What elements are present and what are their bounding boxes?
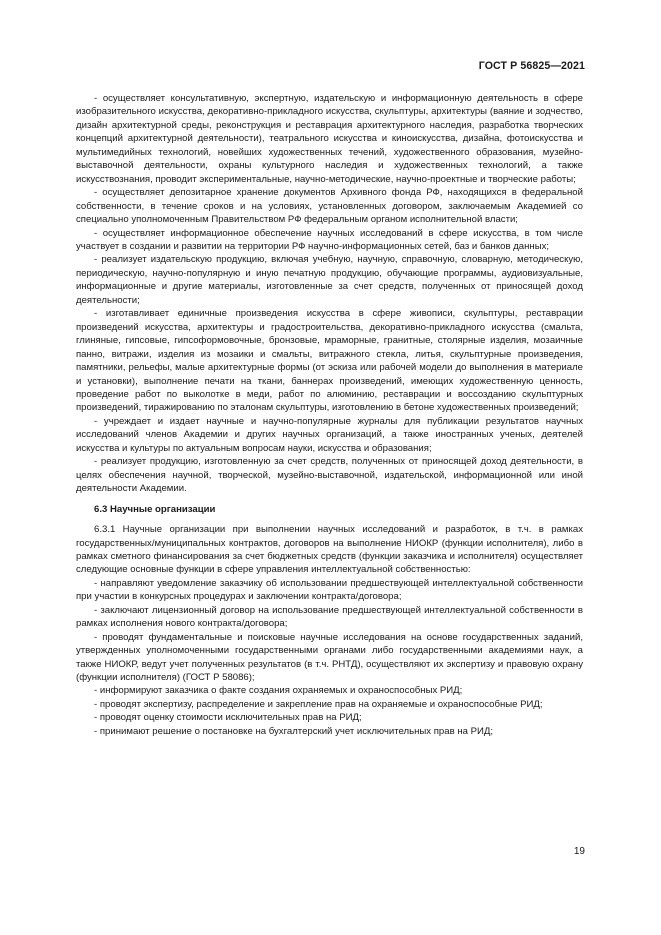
paragraph: - проводят фундаментальные и поисковые научные исследования на основе государственных заданий, утвержденных уполномоченными государственными органами либо государственными академиями наук, а также НИОКР, ведут учет полученных результатов (в т.ч. РНТД), осуществляют их экспертизу и правовую охрану (функции исполнителя) (ГОСТ Р 58086);	[76, 631, 583, 684]
paragraph: - реализует продукцию, изготовленную за счет средств, полученных от приносящей доход деятельности, в целях обеспечения научной, творческой, музейно-выставочной, издательской, информационной или иной деятельности Академии.	[76, 456, 583, 495]
paragraph: - проводят экспертизу, распределение и закрепление прав на охраняемые и охраноспособные РИД;	[94, 698, 543, 710]
paragraph: - осуществляет депозитарное хранение документов Архивного фонда РФ, находящихся в федеральной собственности, в течение сроков и на условиях, установленных договором, заключаемым Академией со специально уполномоченным Правительством РФ федеральным органом исполнительной власти;	[76, 187, 583, 226]
paragraph: - проводят оценку стоимости исключительных прав на РИД;	[94, 712, 362, 724]
standard-number: ГОСТ Р 56825—2021	[478, 60, 585, 72]
paragraph: - информируют заказчика о факте создания охраняемых и охраноспособных РИД;	[94, 685, 463, 697]
page-number: 19	[573, 846, 585, 857]
paragraph: - осуществляет консультативную, экспертную, издательскую и информационную деятельность в сфере изобразительного искусства, декоративно-прикладного искусства, скульптуры, архитектуры (ваяние и зодчество, дизайн архитектурной среды, реконструкция и реставрация архитектурного наследия, разработка творческих концепций архитектурной деятельности), театрального искусства и киноискусства, дизайна, фотоискусства и мультимедийных технологий, новейших художественных течений, художественного образования, музейно-выставочной деятельности, охраны культурного наследия и художественных технологий, а также искусствознания, проводит экспериментальные, научно-методические, научно-проектные и творческие работы;	[76, 93, 583, 185]
paragraph: - изготавливает единичные произведения искусства в сфере живописи, скульптуры, реставрации произведений искусства, архитектуры и градостроительства, декоративно-прикладного искусства (смальта, глиняные, гипсовые, гипсоформовочные, бронзовые, мраморные, гранитные, столярные изделия, мозаичные панно, витражи, изделия из мозаики и смальты, витражного стекла, литья, скульптурные произведения, памятники, рельефы, малые архитектурные формы (от эскиза или рабочей модели до выполнения в материале и установки), выполнение печати на ткани, баннерах произведений, имеющих художественную ценность, проведение работ по выколотке в меди, работ по алюминию, реставрации и воссозданию скульптурных произведений, тиражированию по эталонам скульптуры, изготовлению в бетоне художественных произведений;	[76, 308, 583, 414]
document-body	[76, 92, 583, 738]
paragraph: - учреждает и издает научные и научно-популярные журналы для публикации результатов научных исследований членов Академии и других научных организаций, а также иностранных ученых, деятелей искусства и культуры по актуальным вопросам науки, искусства и образования;	[76, 415, 583, 454]
paragraph: - направляют уведомление заказчику об использовании предшествующей интеллектуальной собственности при участии в конкурсных процедурах и заключении контракта/договора;	[76, 577, 583, 603]
paragraph: - осуществляет информационное обеспечение научных исследований в сфере искусства, в том числе участвует в создании и развитии на территории РФ научно-информационных сетей, баз и банков данных;	[76, 227, 583, 252]
section-heading: 6.3 Научные организации	[94, 503, 216, 515]
paragraph: 6.3.1 Научные организации при выполнении научных исследований и разработок, в т.ч. в рамках государственных/муниципальных контрактов, договоров на выполнение НИОКР (функции исполнителя), либо в рамках сметного финансирования за счет бюджетных средств (функции заказчика и исполнителя) осуществляет следующие основные функции в сфере управления интеллектуальной собственностью:	[76, 524, 583, 576]
paragraph: - реализует издательскую продукцию, включая учебную, научную, справочную, словарную, методическую, периодическую, научно-популярную и иную печатную продукцию, обучающие программы, аудиовизуальные, информационные и другие материалы, изготовленные за счет средств, полученных от приносящей доход деятельности;	[76, 254, 583, 306]
paragraph: - принимают решение о постановке на бухгалтерский учет исключительных прав на РИД;	[94, 725, 494, 737]
paragraph: - заключают лицензионный договор на использование предшествующей интеллектуальной собственности в рамках исполнения нового контракта/договора;	[76, 604, 583, 630]
